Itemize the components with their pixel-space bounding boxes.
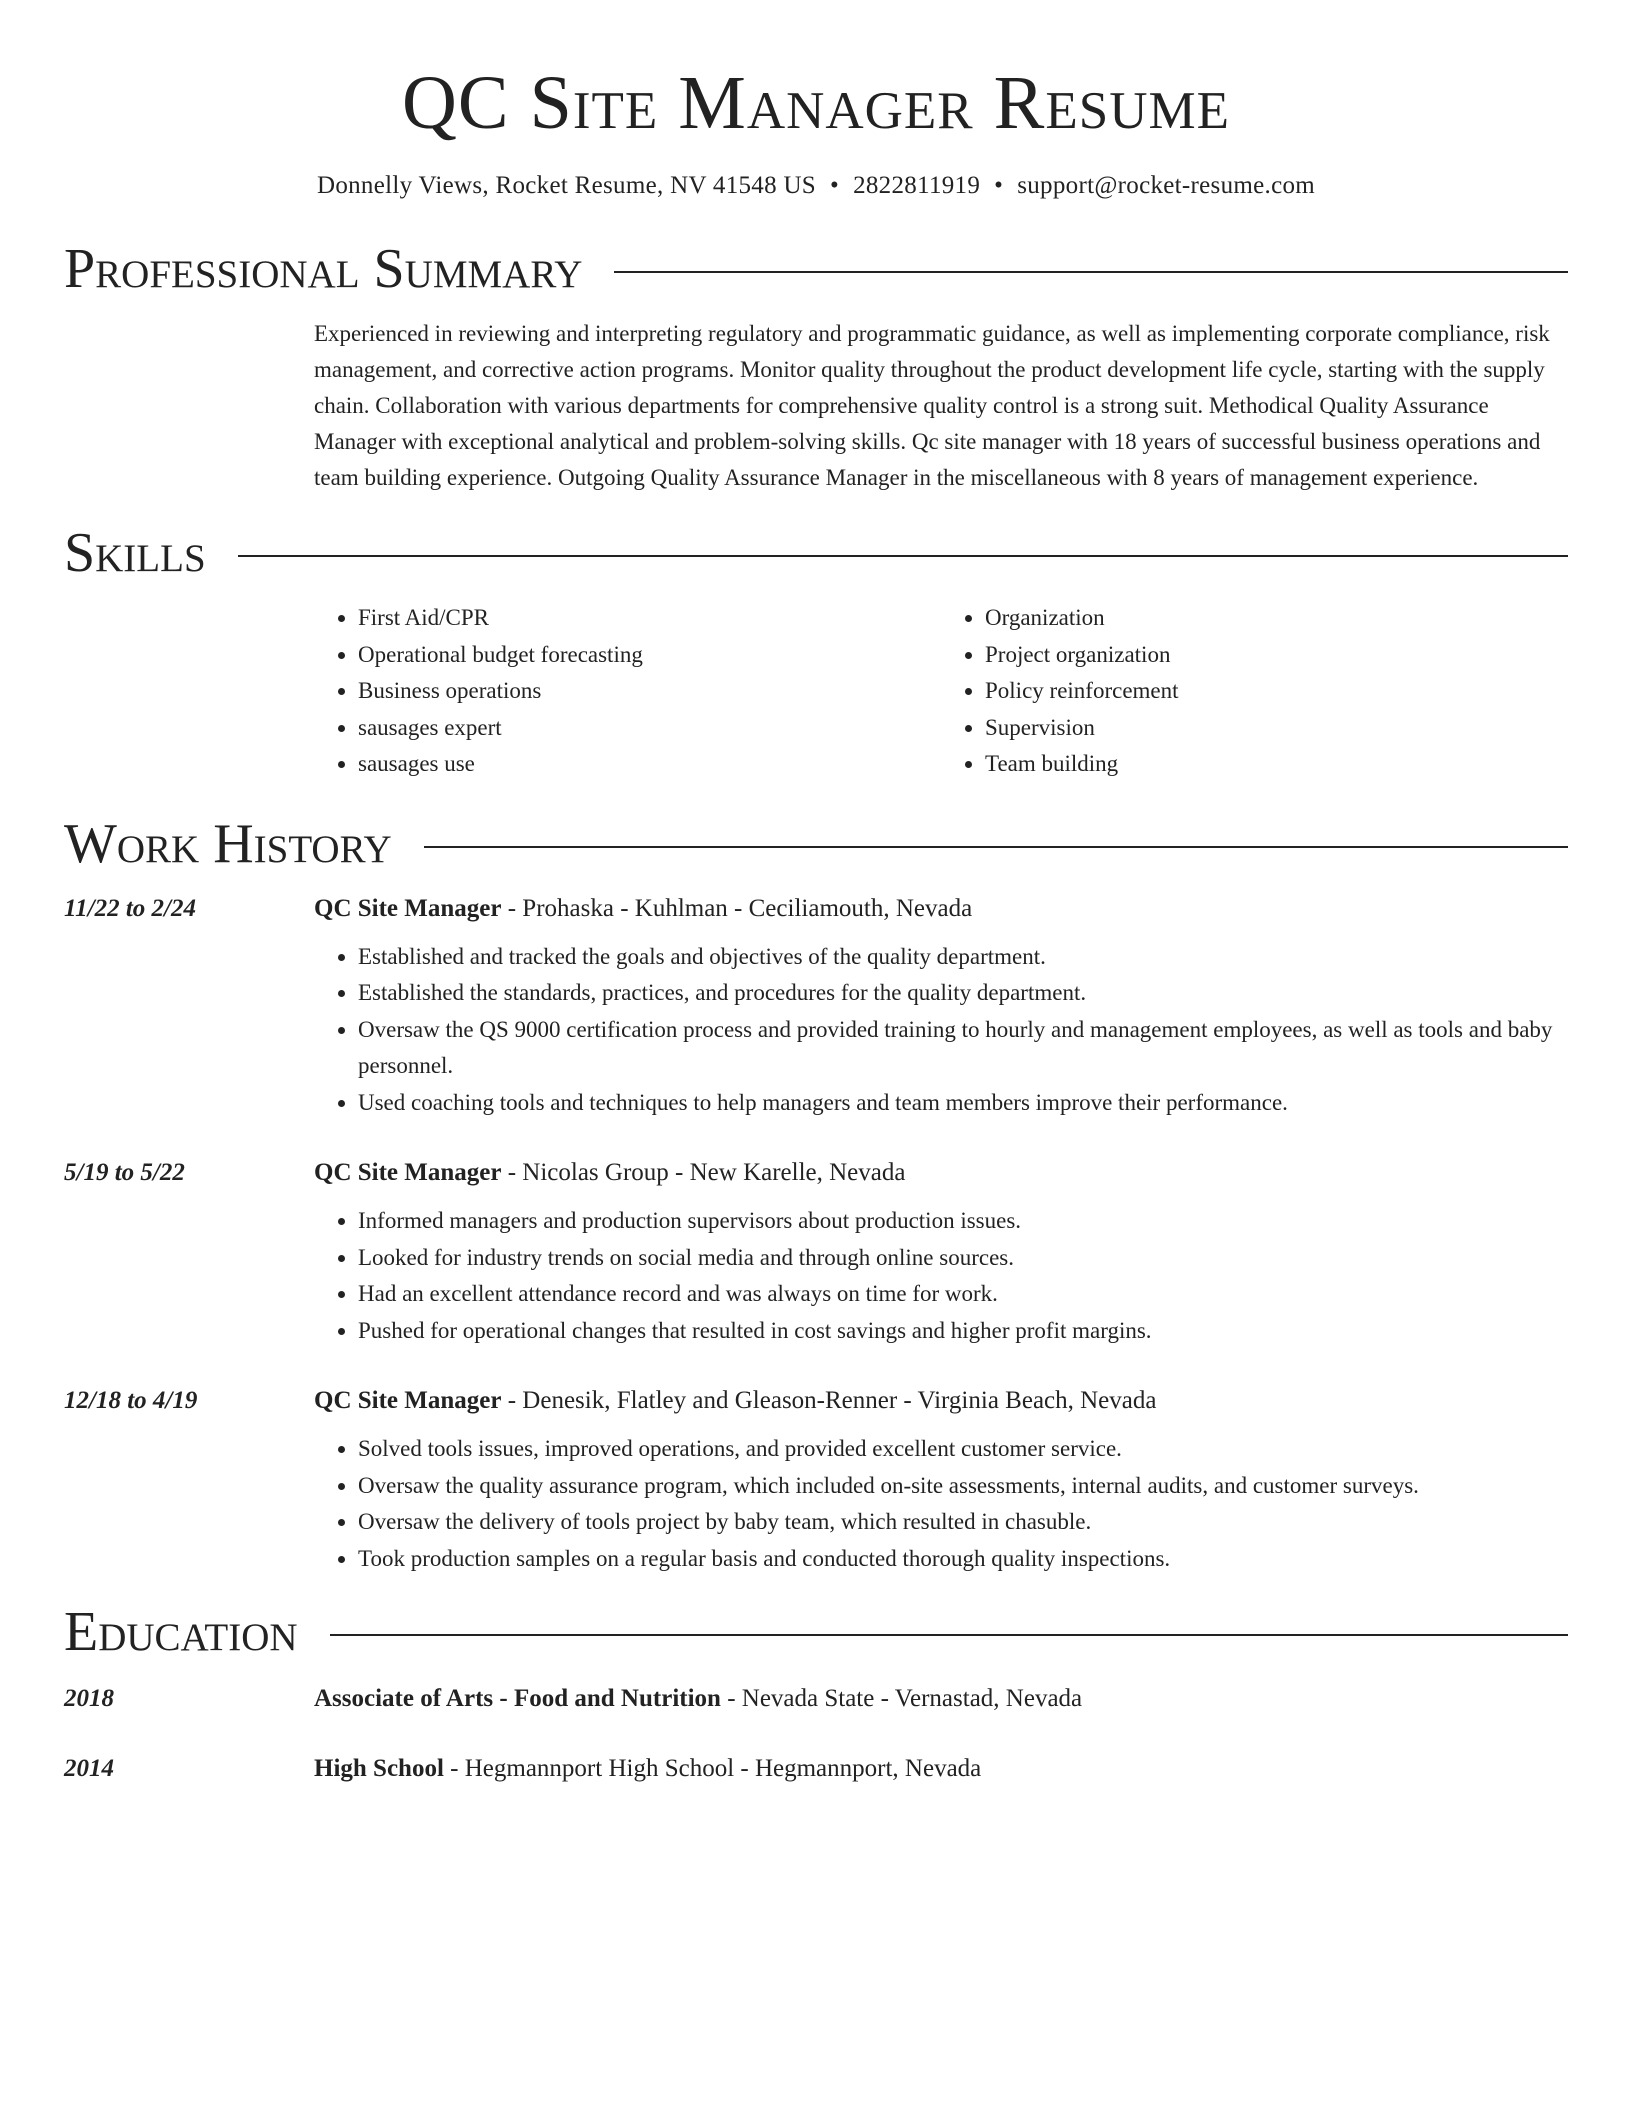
resume-title: QC Site Manager Resume <box>402 61 1230 145</box>
skills-list <box>314 600 1568 783</box>
job-bullet: • Used coaching tools and techniques to help managers and team members improve their performance. <box>358 1085 1568 1122</box>
skill-item: • Operational budget forecasting <box>358 637 941 674</box>
job-bullet: • Oversaw the QS 9000 certification process and provided training to hourly and management employees, as well as tools and baby personnel. <box>358 1012 1568 1085</box>
education-section-title: Education <box>64 1601 298 1663</box>
education-section-header <box>64 1599 1568 1665</box>
skill-item: • sausages use <box>358 746 941 783</box>
job-employer: - Prohaska - Kuhlman - Ceciliamouth, Nevada <box>501 894 973 922</box>
job-bullet: • Looked for industry trends on social media and through online sources. <box>358 1240 1568 1277</box>
work-section-header <box>64 811 1568 877</box>
job-bullets <box>314 1431 1568 1577</box>
education-heading <box>314 1679 1568 1719</box>
job-bullet: • Had an excellent attendance record and was always on time for work. <box>358 1276 1568 1313</box>
summary-text: Experienced in reviewing and interpreting regulatory and programmatic guidance, as well as implementing corporate compliance, risk management, and corrective action programs. Monitor quality throughout the product development life cycle, starting with the supply chain. Collaboration with various departments for comprehensive quality control is a strong suit. Methodical Quality Assurance Manager with exceptional analytical and problem-solving skills. Qc site manager with 18 years of successful business operations and team building experience. Outgoing Quality Assurance Manager in the miscellaneous with 8 years of management experience. <box>314 321 1550 490</box>
skill-item: • First Aid/CPR <box>358 600 941 637</box>
contact-line <box>64 172 1568 200</box>
contact-address: Donnelly Views, Rocket Resume, NV 41548 US <box>316 172 817 199</box>
education-year: 2018 <box>64 1685 114 1712</box>
job-bullet: • Pushed for operational changes that resulted in cost savings and higher profit margins. <box>358 1313 1568 1350</box>
education-entry <box>64 1749 1568 1789</box>
skill-item: • Policy reinforcement <box>985 673 1568 710</box>
skill-item: • sausages expert <box>358 710 941 747</box>
skill-item: • Organization <box>985 600 1568 637</box>
skills-section-title: Skills <box>64 522 206 584</box>
job-bullet: • Established and tracked the goals and objectives of the quality department. <box>358 939 1568 976</box>
work-entry <box>64 1153 1568 1349</box>
work-entry <box>64 1381 1568 1577</box>
section-divider <box>424 846 1568 848</box>
bullet-separator-icon: • <box>994 172 1004 199</box>
work-heading <box>314 1381 1568 1421</box>
skill-item: • Team building <box>985 746 1568 783</box>
education-entry-content <box>314 1749 1568 1789</box>
work-entry <box>64 889 1568 1122</box>
education-degree: High School <box>314 1755 444 1782</box>
work-section-title: Work History <box>64 812 392 875</box>
education-degree: Associate of Arts - Food and Nutrition <box>314 1685 721 1712</box>
job-bullet: • Took production samples on a regular basis and conducted thorough quality inspections. <box>358 1541 1568 1578</box>
education-school: - Nevada State - Vernastad, Nevada <box>720 1685 1083 1712</box>
education-entry <box>64 1679 1568 1719</box>
skill-item: • Supervision <box>985 710 1568 747</box>
education-school: - Hegmannport High School - Hegmannport, Nevada <box>443 1755 982 1782</box>
job-role: QC Site Manager <box>314 894 502 922</box>
work-entry-content <box>314 889 1568 1122</box>
job-employer: - Denesik, Flatley and Gleason-Renner - Virginia Beach, Nevada <box>501 1387 1157 1414</box>
job-bullet: • Informed managers and production supervisors about production issues. <box>358 1203 1568 1240</box>
contact-email: support@rocket-resume.com <box>1017 172 1316 199</box>
education-year: 2014 <box>64 1755 114 1782</box>
skills-column-right <box>941 600 1568 783</box>
summary-section-title: Professional Summary <box>64 238 583 300</box>
skills-section-header <box>64 520 1568 586</box>
job-bullets <box>314 939 1568 1122</box>
work-dates: 11/22 to 2/24 <box>64 894 196 922</box>
job-bullet: • Solved tools issues, improved operations, and provided excellent customer service. <box>358 1431 1568 1468</box>
work-entry-content <box>314 1381 1568 1577</box>
skill-item: • Project organization <box>985 637 1568 674</box>
skills-column-left <box>314 600 941 783</box>
summary-section-header <box>64 236 1568 302</box>
job-employer: - Nicolas Group - New Karelle, Nevada <box>501 1159 906 1186</box>
section-divider <box>614 271 1568 273</box>
job-bullet: • Established the standards, practices, and procedures for the quality department. <box>358 975 1568 1012</box>
job-role: QC Site Manager <box>314 1159 502 1186</box>
bullet-separator-icon: • <box>830 172 840 199</box>
job-bullets <box>314 1203 1568 1349</box>
education-entry-content <box>314 1679 1568 1719</box>
section-divider <box>330 1634 1568 1636</box>
skill-item: • Business operations <box>358 673 941 710</box>
job-bullet: • Oversaw the delivery of tools project by baby team, which resulted in chasuble. <box>358 1504 1568 1541</box>
contact-phone: 2822811919 <box>853 172 981 199</box>
job-role: QC Site Manager <box>314 1387 502 1414</box>
work-dates: 5/19 to 5/22 <box>64 1159 185 1186</box>
job-bullet: • Oversaw the quality assurance program, which included on-site assessments, internal audits, and customer surveys. <box>358 1468 1568 1505</box>
section-divider <box>238 555 1568 557</box>
education-heading <box>314 1749 1568 1789</box>
work-dates: 12/18 to 4/19 <box>64 1387 198 1414</box>
work-entry-content <box>314 1153 1568 1349</box>
work-heading <box>314 1153 1568 1193</box>
work-heading <box>314 889 1568 929</box>
